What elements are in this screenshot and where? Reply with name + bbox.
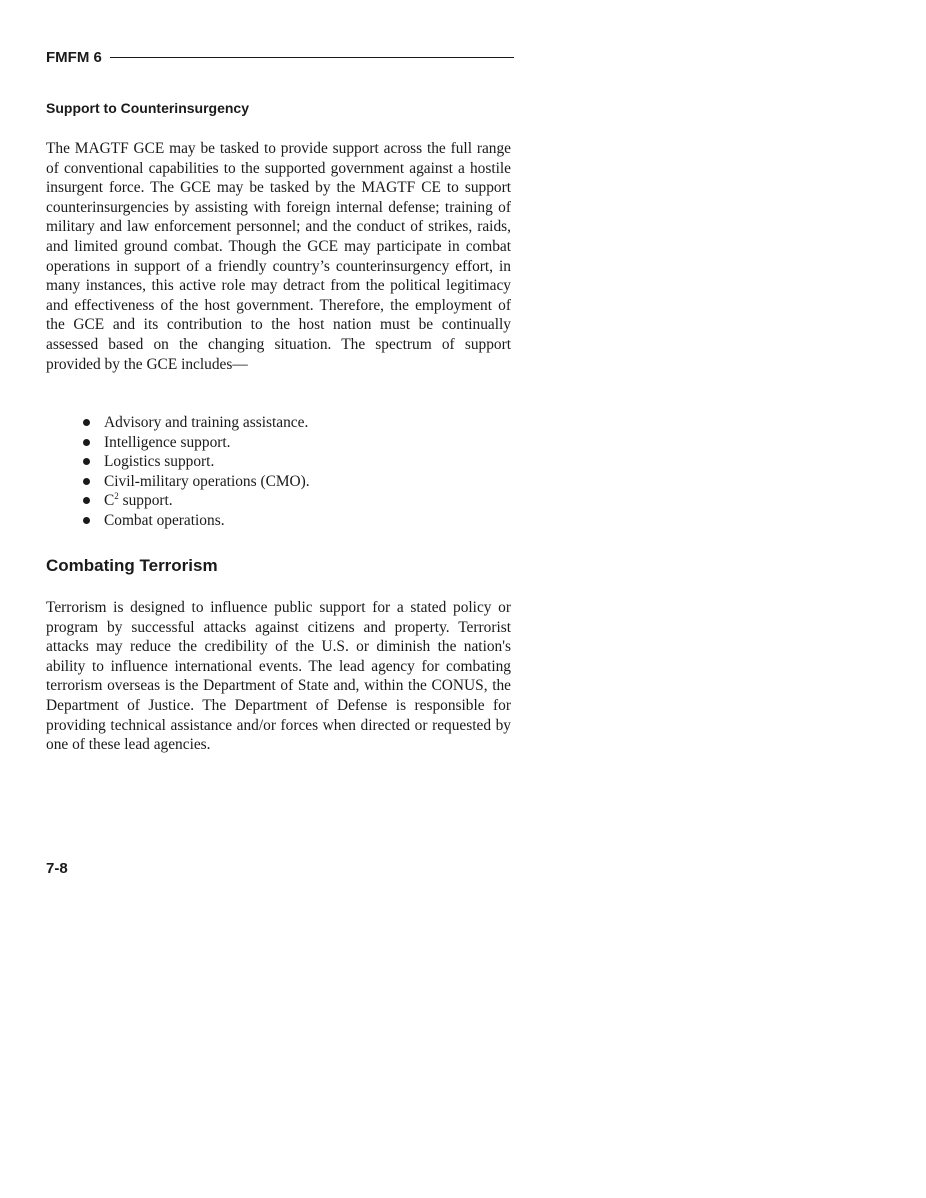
bullet-icon [83,439,90,446]
bullet-icon [83,517,90,524]
list-item [46,452,310,472]
bullet-icon [83,497,90,504]
list-item [46,472,310,492]
list-item [46,413,310,433]
subsection-heading: Support to Counterinsurgency [46,100,249,116]
bullet-icon [83,419,90,426]
counterinsurgency-paragraph: The MAGTF GCE may be tasked to provide support across the full range of conventional capabilities to the supported government against a hostile insurgent force. The GCE may be tasked by the MAGTF CE to support counterinsurgencies by assisting with foreign internal defense; training of military and law enforcement personnel; and the conduct of strikes, raids, and limited ground combat. Though the GCE may participate in combat operations in support of a friendly country’s counterinsurgency effort, in many instances, this active role may detract from the political legitimacy and effectiveness of the host government. Therefore, the employment of the GCE and its contribution to the host nation must be continually assessed based on the changing situation. The spectrum of support provided by the GCE includes— [46,140,511,373]
list-item-text: Advisory and training assistance. [104,414,309,431]
c2-base: C [104,492,115,510]
header-rule [110,57,514,58]
page-number: 7-8 [46,860,68,877]
list-item [46,511,310,531]
c2-rest: support. [118,492,173,510]
bullet-icon [83,458,90,465]
document-code: FMFM 6 [46,48,102,66]
list-item-text: Civil-military operations (CMO). [104,472,310,490]
bullet-icon [83,478,90,485]
list-item-text: Combat operations. [104,511,225,529]
list-item-text [104,492,173,509]
terrorism-paragraph: Terrorism is designed to influence public support for a stated policy or program by successful attacks against citizens and property. Terrorist attacks may reduce the credibility of the U.S. or diminish the nation's ability to influence international events. The lead agency for combating terrorism overseas is the Department of State and, within the CONUS, the Department of Justice. The Department of Defense is responsible for providing technical assistance and/or forces when directed or requested by one of these lead agencies. [46,599,511,754]
section-heading: Combating Terrorism [46,556,218,575]
list-item [46,433,310,453]
c2-superscript: 2 [114,491,119,502]
running-header [46,46,514,68]
support-list [46,413,310,531]
list-item-text: Intelligence support. [104,433,231,451]
list-item-text: Logistics support. [104,453,215,471]
list-item [46,491,310,511]
